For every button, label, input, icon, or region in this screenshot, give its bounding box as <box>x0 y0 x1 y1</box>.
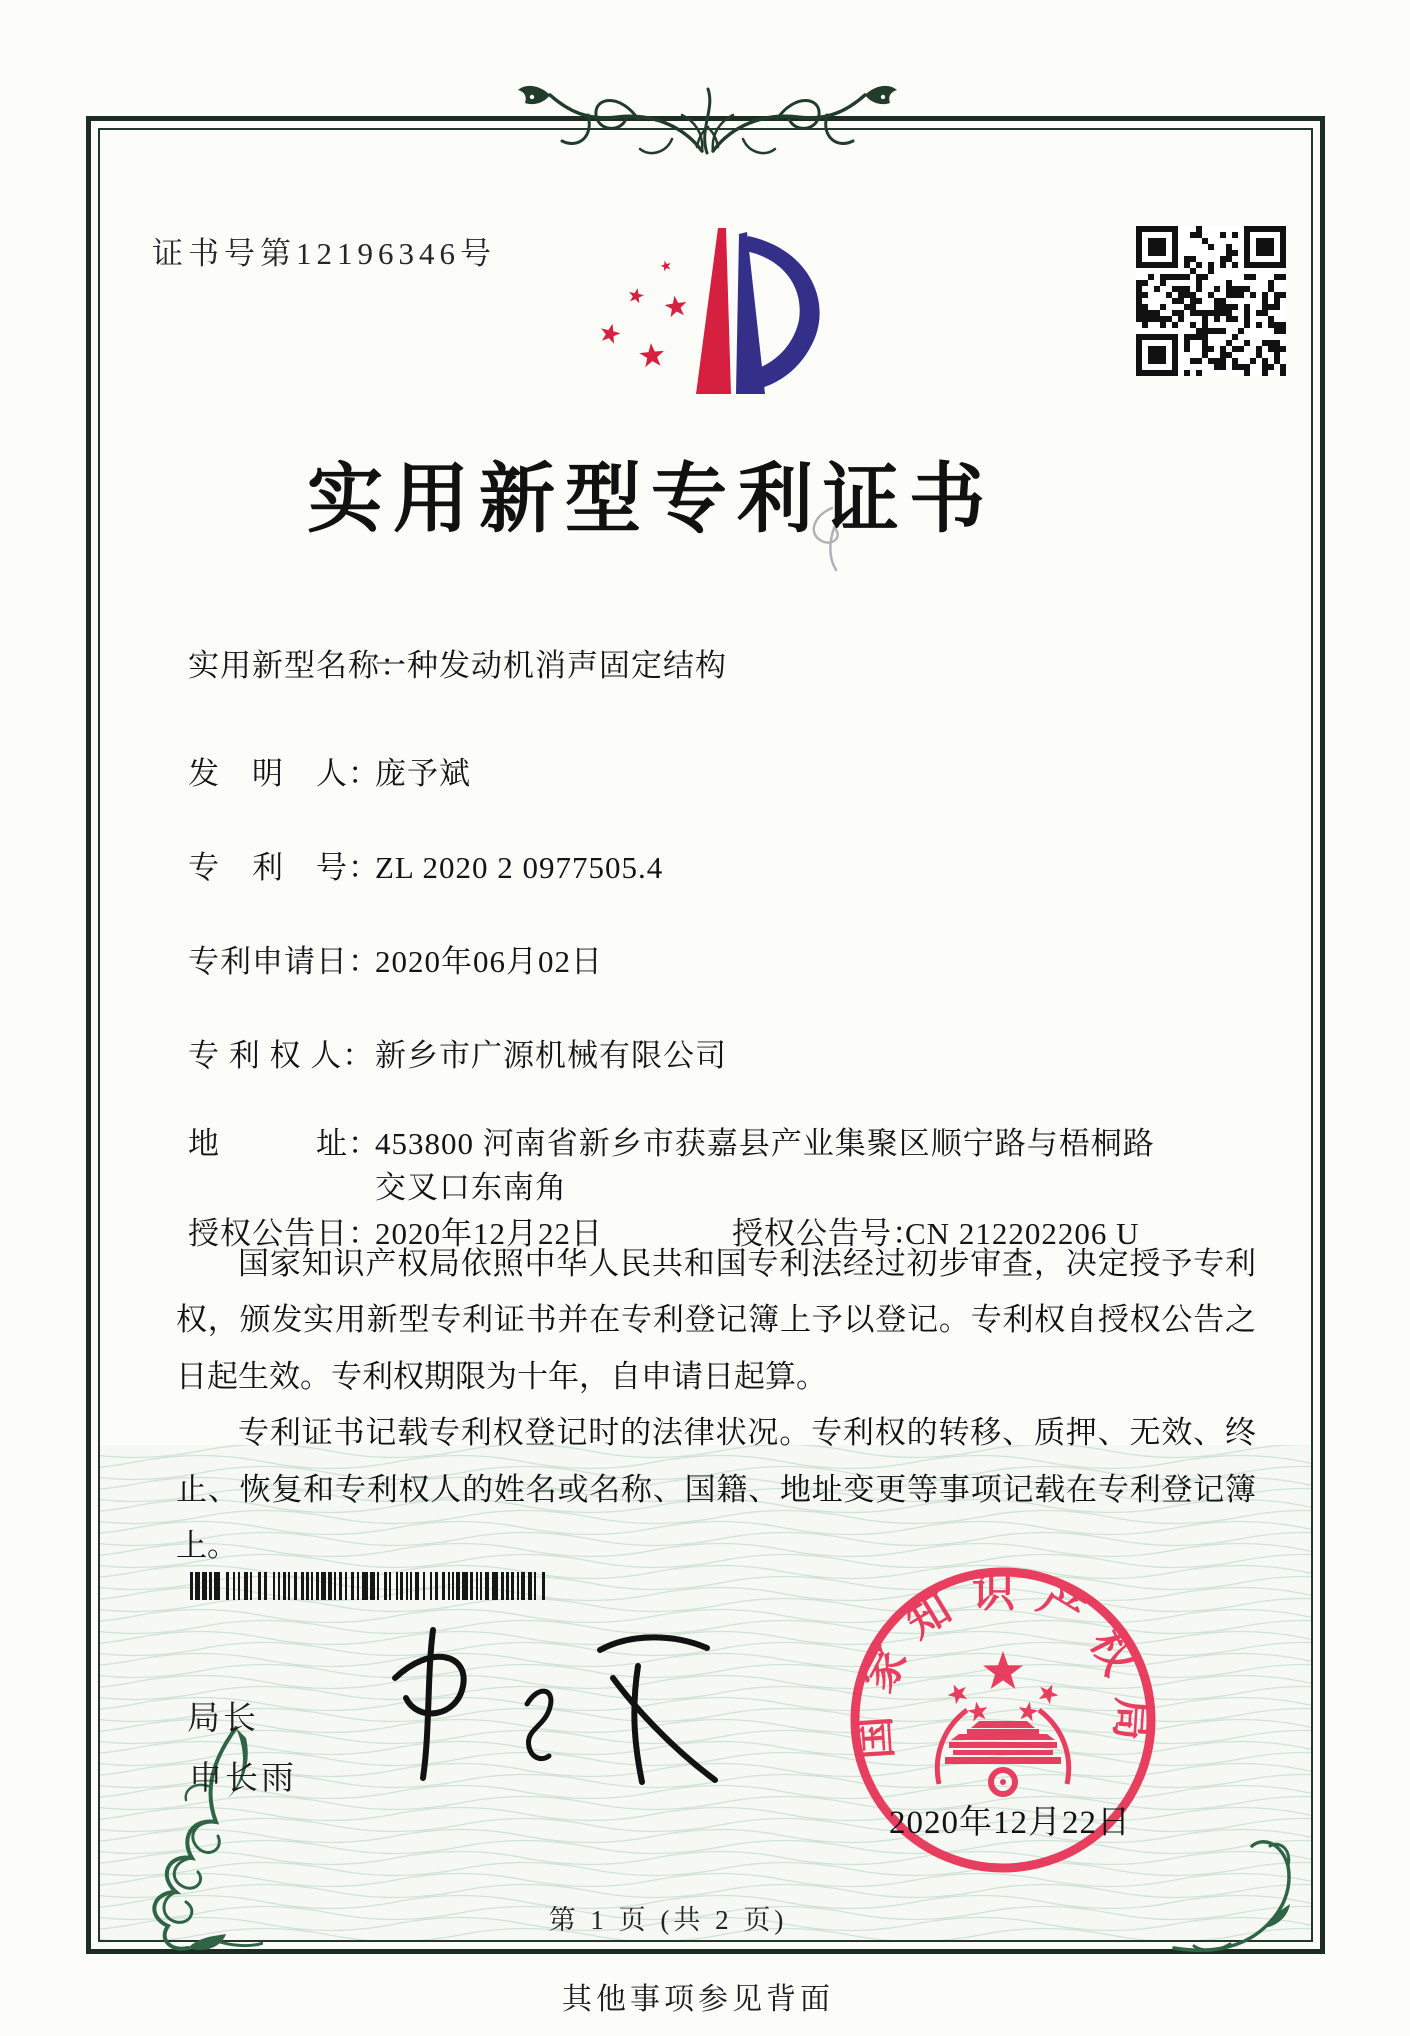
field-row-filing-date <box>188 936 603 981</box>
national-emblem <box>937 1651 1068 1794</box>
field-label: 实用新型名称： <box>188 648 412 683</box>
seal-date: 2020年12月22日 <box>889 1805 1131 1841</box>
handwritten-signature-icon <box>375 1608 725 1798</box>
cnipa-logo-icon <box>570 222 835 404</box>
seal-text: 国家知识产权局 <box>850 1569 1156 1761</box>
field-label: 专 利 号： <box>188 850 380 885</box>
field-value-address-line2: 交叉口东南角 <box>375 1170 567 1205</box>
floral-corner-ornament-icon <box>1170 1836 1324 1956</box>
certificate-number: 证书号第12196346号 <box>152 236 496 271</box>
field-label: 专 利 权 人： <box>188 1038 375 1073</box>
certificate-body <box>176 1236 1256 1574</box>
field-value: 一种发动机消声固定结构 <box>375 648 727 683</box>
qr-code <box>1136 226 1286 376</box>
field-value: 庞予斌 <box>375 756 471 791</box>
field-label: 发 明 人： <box>188 756 380 791</box>
field-value: 2020年06月02日 <box>375 944 603 979</box>
field-value: 2020年12月22日 <box>375 1216 603 1251</box>
footer-note: 其他事项参见背面 <box>562 1983 834 2016</box>
field-value: ZL 2020 2 0977505.4 <box>375 850 664 885</box>
field-value: 新乡市广源机械有限公司 <box>375 1038 727 1073</box>
field-row-address <box>188 1118 1155 1163</box>
field-value: 453800 河南省新乡市获嘉县产业集聚区顺宁路与梧桐路 <box>375 1126 1155 1161</box>
field-row-patent-no <box>188 842 663 887</box>
field-row-inventor <box>188 748 471 793</box>
body-paragraph-1: 国家知识产权局依照中华人民共和国专利法经过初步审查，决定授予专利权，颁发实用新型专利证书并在专利登记簿上予以登记。专利权自授权公告之日起生效。专利权期限为十年，自申请日起算。 <box>176 1246 1256 1394</box>
field-value: CN 212202206 U <box>905 1216 1140 1251</box>
page-title: 实用新型专利证书 <box>307 458 995 542</box>
signer-name: 申长雨 <box>189 1761 297 1797</box>
field-row-name <box>188 640 727 685</box>
field-label: 授权公告号： <box>732 1216 924 1251</box>
barcode <box>190 1572 546 1600</box>
body-paragraph-2: 专利证书记载专利权登记时的法律状况。专利权的转移、质押、无效、终止、恢复和专利权人的姓名或名称、国籍、地址变更等事项记载在专利登记簿上。 <box>176 1415 1256 1564</box>
signer-title: 局长 <box>187 1701 259 1737</box>
dragon-ornament-icon <box>475 55 940 175</box>
field-label: 地 址： <box>188 1126 380 1161</box>
field-label: 专利申请日： <box>188 944 380 979</box>
field-row-patentee <box>188 1030 727 1075</box>
page-number: 第 1 页 (共 2 页) <box>548 1905 788 1935</box>
field-label: 授权公告日： <box>188 1216 380 1251</box>
